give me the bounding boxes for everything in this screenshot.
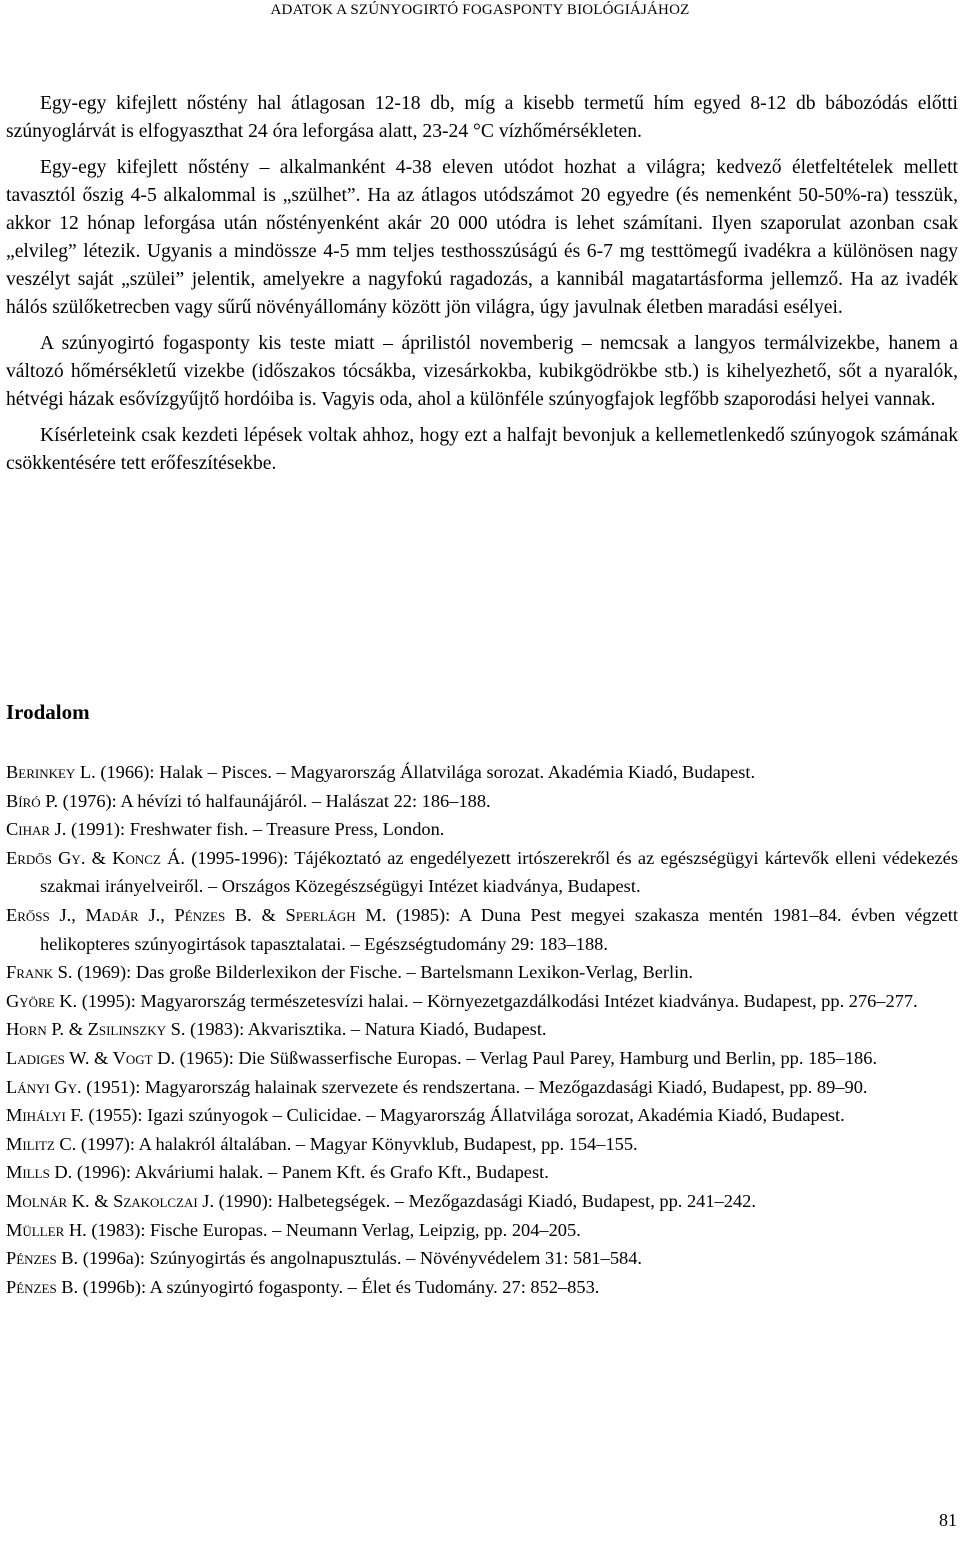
reference-author: Frank S.	[6, 962, 73, 983]
paragraph: Kísérleteink csak kezdeti lépések voltak ahhoz, hogy ezt a halfajt bevonjuk a kellemetlenkedő szúnyogok számának csökkentésére tett erőfeszítésekbe.	[6, 425, 958, 474]
reference-author: Erőss J., Madár J., Pénzes B. & Sperlágh M.	[6, 904, 387, 925]
paragraph: A szúnyogirtó fogasponty kis teste miatt – áprilistól novemberig – nemcsak a langyos termálvizekbe, hanem a változó hőmérsékletű vizekbe (időszakos tócsákba, vizesárkokba, kubikgödrökbe stb.) is kihelyezhető, sőt a nyaralók, hétvégi házak esővízgyűjtő hordóiba is. Vagyis oda, ahol a különféle szúnyogfajok legfőbb szaporodási helyei vannak.	[6, 333, 958, 410]
reference-item	[6, 958, 958, 987]
reference-text: (1996a): Szúnyogirtás és angolnapusztulás. – Növényvédelem 31: 581–584.	[78, 1248, 643, 1269]
reference-text: (1966): Halak – Pisces. – Magyarország Állatvilága sorozat. Akadémia Kiadó, Budapest.	[95, 762, 756, 782]
reference-author: Pénzes B.	[6, 1276, 79, 1297]
reference-item	[6, 901, 958, 958]
reference-item	[6, 1187, 958, 1216]
page-number: 81	[939, 1510, 957, 1530]
reference-text: (1996b): A szúnyogirtó fogasponty. – Élet és Tudomány. 27: 852–853.	[78, 1276, 600, 1297]
reference-author: Müller H.	[6, 1219, 87, 1240]
reference-author: Cihar J.	[6, 819, 67, 840]
reference-text: (1995): Magyarország természetesvízi halai. – Környezetgazdálkodási Intézet kiadványa. Budapest, pp. 276–277.	[77, 990, 918, 1011]
reference-text: (1983): Fische Europas. – Neumann Verlag, Leipzig, pp. 204–205.	[86, 1219, 581, 1240]
reference-author: Berinkey L.	[6, 762, 96, 782]
reference-author: Pénzes B.	[6, 1248, 79, 1269]
main-text	[6, 90, 958, 486]
reference-item	[6, 1101, 958, 1130]
reference-author: Militz C.	[6, 1133, 77, 1154]
reference-text: (1997): A halakról általában. – Magyar Könyvklub, Budapest, pp. 154–155.	[76, 1133, 638, 1154]
reference-text: (1983): Akvarisztika. – Natura Kiadó, Budapest.	[185, 1019, 547, 1040]
reference-author: Bíró P.	[6, 790, 59, 811]
reference-item	[6, 1273, 958, 1302]
reference-author: Erdős Gy. & Koncz Á.	[6, 847, 186, 868]
reference-item	[6, 844, 958, 901]
reference-item	[6, 1015, 958, 1044]
reference-author: Horn P. & Zsilinszky S.	[6, 1019, 186, 1040]
reference-text: (1955): Igazi szúnyogok – Culicidae. – Magyarország Állatvilága sorozat, Akadémia Kiadó, Budapest.	[83, 1105, 845, 1126]
reference-item	[6, 1244, 958, 1273]
reference-item	[6, 1158, 958, 1187]
reference-text: (1965): Die Süßwasserfische Europas. – Verlag Paul Parey, Hamburg und Berlin, pp. 185–186.	[175, 1047, 878, 1068]
reference-author: Lányi Gy.	[6, 1076, 82, 1097]
reference-author: Molnár K. & Szakolczai J.	[6, 1190, 215, 1211]
reference-item	[6, 1044, 958, 1073]
reference-text: (1995-1996): Tájékoztató az engedélyezett irtószerekről és az egészségügyi kártevők elleni védekezés szakmai irányelveiről. – Országos Közegészségügyi Intézet kiadványa, Budapest.	[40, 847, 959, 897]
reference-author: Mills D.	[6, 1162, 73, 1183]
reference-text: (1985): A Duna Pest megyei szakasza mentén 1981–84. évben végzett helikopteres szúnyogirtások tapasztalatai. – Egészségtudomány 29: 183–188.	[40, 904, 959, 954]
reference-text: (1969): Das große Bilderlexikon der Fische. – Bartelsmann Lexikon-Verlag, Berlin.	[72, 962, 694, 983]
running-header: ADATOK A SZÚNYOGIRTÓ FOGASPONTY BIOLÓGIÁJÁHOZ	[270, 2, 690, 18]
reference-author: Mihályi F.	[6, 1105, 84, 1126]
reference-text: (1990): Halbetegségek. – Mezőgazdasági Kiadó, Budapest, pp. 241–242.	[214, 1190, 756, 1211]
reference-text: (1976): A hévízi tó halfaunájáról. – Halászat 22: 186–188.	[58, 790, 491, 811]
paragraph: Egy-egy kifejlett nőstény – alkalmanként 4-38 eleven utódot hozhat a világra; kedvező életfeltételek mellett tavasztól őszig 4-5 alkalommal is „szülhet”. Ha az átlagos utódszámot 20 egyedre (és nemenként 50-50%-ra) tesszük, akkor 12 hónap leforgása után nőstényenként akár 20 000 utódra is lehet számítani. Ilyen szaporulat azonban csak „elvileg” létezik. Ugyanis a mindössze 4-5 mm teljes testhosszúságú és 6-7 mg testtömegű ivadékra a különösen nagy veszélyt saját „szülei” jelentik, amelyekre a nagyfokú ragadozás, a kannibál magatartásforma jellemző. Ha az ivadék hálós szülőketrecben vagy sűrű növényállomány között jön világra, úgy javulnak életben maradási esélyei.	[6, 157, 958, 318]
reference-item	[6, 815, 958, 844]
reference-item	[6, 758, 958, 787]
reference-text: (1991): Freshwater fish. – Treasure Press, London.	[66, 819, 445, 840]
section-heading-literature: Irodalom	[6, 700, 90, 724]
reference-item	[6, 1073, 958, 1102]
reference-item	[6, 987, 958, 1016]
reference-author: Györe K.	[6, 990, 78, 1011]
paragraph: Egy-egy kifejlett nőstény hal átlagosan 12-18 db, míg a kisebb termetű hím egyed 8-12 db bábozódás előtti szúnyoglárvát is elfogyaszthat 24 óra leforgása alatt, 23-24 °C vízhőmérsékleten.	[6, 93, 958, 142]
reference-item	[6, 787, 958, 816]
reference-list	[6, 758, 958, 1301]
reference-item	[6, 1216, 958, 1245]
reference-text: (1996): Akváriumi halak. – Panem Kft. és Grafo Kft., Budapest.	[72, 1162, 549, 1183]
reference-author: Ladiges W. & Vogt D.	[6, 1047, 176, 1068]
reference-text: (1951): Magyarország halainak szervezete és rendszertana. – Mezőgazdasági Kiadó, Budapest, pp. 89–90.	[81, 1076, 868, 1097]
reference-item	[6, 1130, 958, 1159]
